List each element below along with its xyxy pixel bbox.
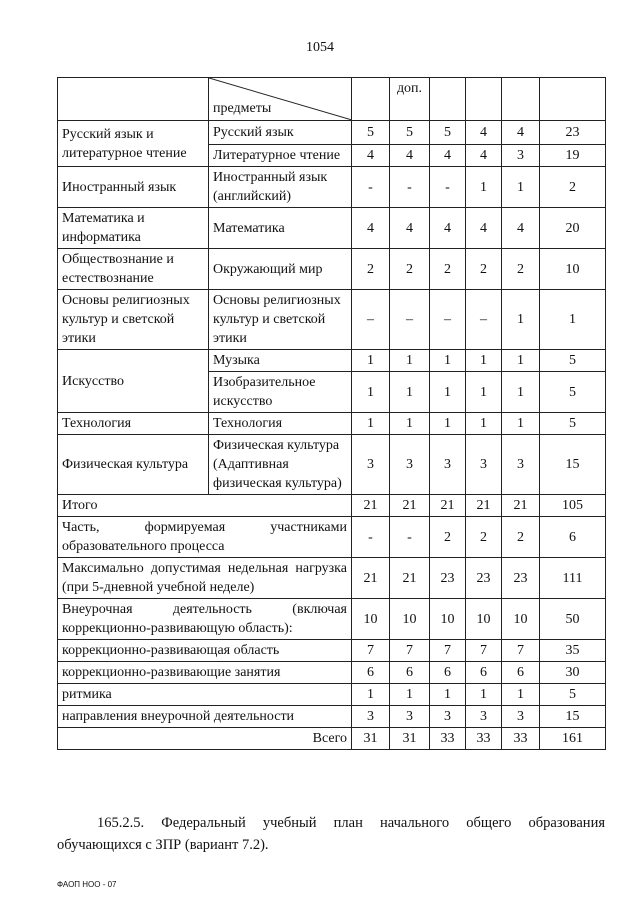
total-cell: 1	[540, 290, 606, 350]
totals-label: направления внеурочной деятельности	[58, 706, 352, 728]
value-cell: –	[390, 290, 430, 350]
total-cell: 15	[540, 706, 606, 728]
value-cell: 21	[390, 558, 430, 599]
value-cell: -	[352, 167, 390, 208]
value-cell: 2	[352, 249, 390, 290]
totals-row	[58, 517, 606, 558]
value-cell: 1	[390, 372, 430, 413]
value-cell: 1	[430, 684, 466, 706]
table-row	[58, 350, 606, 372]
value-cell: 1	[502, 290, 540, 350]
value-cell: 3	[466, 706, 502, 728]
table-row	[58, 167, 606, 208]
value-cell: 4	[466, 145, 502, 167]
value-cell: 6	[430, 662, 466, 684]
value-cell: 23	[430, 558, 466, 599]
table-row	[58, 208, 606, 249]
value-cell: -	[352, 517, 390, 558]
value-cell: 33	[502, 728, 540, 750]
value-cell: 1	[430, 372, 466, 413]
value-cell: -	[390, 167, 430, 208]
value-cell: 33	[430, 728, 466, 750]
table-row	[58, 121, 606, 145]
value-cell: 10	[466, 599, 502, 640]
totals-row	[58, 684, 606, 706]
value-cell: 3	[502, 706, 540, 728]
value-cell: 7	[502, 640, 540, 662]
value-cell: –	[466, 290, 502, 350]
value-cell: 7	[390, 640, 430, 662]
area-cell: Математика и информатика	[58, 208, 209, 249]
value-cell: 6	[466, 662, 502, 684]
value-cell: 2	[430, 249, 466, 290]
subject-cell: Физическая культура (Адаптивная физическая культура)	[209, 435, 352, 495]
value-cell: 6	[390, 662, 430, 684]
value-cell: 1	[430, 350, 466, 372]
value-cell: 21	[502, 495, 540, 517]
header-empty-cell	[58, 78, 209, 121]
value-cell: 1	[430, 413, 466, 435]
area-cell: Физическая культура	[58, 435, 209, 495]
total-cell: 35	[540, 640, 606, 662]
value-cell: 3	[352, 435, 390, 495]
area-cell: Искусство	[58, 350, 209, 413]
subject-cell: Технология	[209, 413, 352, 435]
value-cell: 1	[352, 372, 390, 413]
total-cell: 15	[540, 435, 606, 495]
total-cell: 6	[540, 517, 606, 558]
header-col-4	[466, 78, 502, 121]
total-cell: 30	[540, 662, 606, 684]
total-cell: 5	[540, 413, 606, 435]
value-cell: 1	[502, 684, 540, 706]
value-cell: 21	[430, 495, 466, 517]
totals-label: ритмика	[58, 684, 352, 706]
total-cell: 20	[540, 208, 606, 249]
value-cell: 1	[466, 350, 502, 372]
totals-row	[58, 706, 606, 728]
totals-label: Часть, формируемая участниками образовательного процесса	[58, 517, 352, 558]
value-cell: 2	[502, 517, 540, 558]
value-cell: 10	[352, 599, 390, 640]
value-cell: 4	[352, 208, 390, 249]
value-cell: 2	[390, 249, 430, 290]
totals-row	[58, 558, 606, 599]
value-cell: 1	[352, 413, 390, 435]
value-cell: 4	[352, 145, 390, 167]
value-cell: -	[390, 517, 430, 558]
value-cell: 4	[430, 208, 466, 249]
value-cell: 1	[466, 413, 502, 435]
value-cell: 3	[430, 706, 466, 728]
subject-cell: Русский язык	[209, 121, 352, 145]
header-diagonal-cell	[209, 78, 352, 121]
table-header-row	[58, 78, 606, 121]
value-cell: 4	[466, 121, 502, 145]
section-paragraph: 165.2.5. Федеральный учебный план начального общего образования обучающихся с ЗПР (вариант 7.2).	[57, 815, 605, 853]
totals-label: Всего	[58, 728, 352, 750]
value-cell: 7	[352, 640, 390, 662]
value-cell: –	[430, 290, 466, 350]
value-cell: 3	[502, 435, 540, 495]
totals-label: коррекционно-развивающая область	[58, 640, 352, 662]
subject-cell: Литературное чтение	[209, 145, 352, 167]
total-cell: 50	[540, 599, 606, 640]
area-cell: Технология	[58, 413, 209, 435]
totals-label: Итого	[58, 495, 352, 517]
value-cell: 1	[390, 413, 430, 435]
value-cell: 4	[502, 121, 540, 145]
value-cell: 5	[390, 121, 430, 145]
value-cell: 3	[390, 435, 430, 495]
subject-cell: Иностранный язык (английский)	[209, 167, 352, 208]
subject-cell: Музыка	[209, 350, 352, 372]
total-cell: 111	[540, 558, 606, 599]
value-cell: 3	[352, 706, 390, 728]
subject-cell: Окружающий мир	[209, 249, 352, 290]
value-cell: 7	[466, 640, 502, 662]
value-cell: 1	[466, 372, 502, 413]
total-cell: 5	[540, 372, 606, 413]
value-cell: 5	[430, 121, 466, 145]
value-cell: 33	[466, 728, 502, 750]
area-cell: Иностранный язык	[58, 167, 209, 208]
page-number: 1054	[306, 40, 334, 55]
header-col-1	[352, 78, 390, 121]
value-cell: 6	[502, 662, 540, 684]
value-cell: 1	[466, 684, 502, 706]
value-cell: -	[430, 167, 466, 208]
header-col-total	[540, 78, 606, 121]
value-cell: 2	[466, 249, 502, 290]
value-cell: 31	[352, 728, 390, 750]
value-cell: 1	[502, 167, 540, 208]
value-cell: –	[352, 290, 390, 350]
header-col-3	[430, 78, 466, 121]
value-cell: 1	[502, 372, 540, 413]
total-cell: 105	[540, 495, 606, 517]
value-cell: 21	[352, 495, 390, 517]
value-cell: 31	[390, 728, 430, 750]
value-cell: 1	[390, 684, 430, 706]
value-cell: 10	[390, 599, 430, 640]
value-cell: 1	[352, 684, 390, 706]
value-cell: 6	[352, 662, 390, 684]
value-cell: 21	[390, 495, 430, 517]
value-cell: 21	[352, 558, 390, 599]
value-cell: 10	[430, 599, 466, 640]
value-cell: 3	[430, 435, 466, 495]
value-cell: 23	[466, 558, 502, 599]
value-cell: 4	[430, 145, 466, 167]
value-cell: 4	[502, 208, 540, 249]
value-cell: 1	[466, 167, 502, 208]
totals-row	[58, 599, 606, 640]
totals-label: Максимально допустимая недельная нагрузка (при 5-дневной учебной неделе)	[58, 558, 352, 599]
value-cell: 2	[430, 517, 466, 558]
area-cell: Русский язык и литературное чтение	[58, 121, 209, 167]
subject-cell: Изобразительное искусство	[209, 372, 352, 413]
subject-cell: Математика	[209, 208, 352, 249]
value-cell: 23	[502, 558, 540, 599]
area-cell: Обществознание и естествознание	[58, 249, 209, 290]
totals-label: коррекционно-развивающие занятия	[58, 662, 352, 684]
value-cell: 1	[502, 350, 540, 372]
total-cell: 161	[540, 728, 606, 750]
subject-cell: Основы религиозных культур и светской этики	[209, 290, 352, 350]
value-cell: 10	[502, 599, 540, 640]
value-cell: 3	[390, 706, 430, 728]
totals-label: Внеурочная деятельность (включая коррекционно-развивающую область):	[58, 599, 352, 640]
subjects-label: предметы	[213, 101, 272, 116]
total-cell: 2	[540, 167, 606, 208]
total-cell: 19	[540, 145, 606, 167]
total-cell: 5	[540, 350, 606, 372]
totals-row	[58, 640, 606, 662]
total-cell: 5	[540, 684, 606, 706]
value-cell: 3	[466, 435, 502, 495]
header-col-dop: доп.	[390, 78, 430, 121]
value-cell: 7	[430, 640, 466, 662]
value-cell: 5	[352, 121, 390, 145]
value-cell: 2	[466, 517, 502, 558]
footer-label: ФАОП НОО - 07	[57, 880, 117, 889]
totals-row	[58, 495, 606, 517]
value-cell: 21	[466, 495, 502, 517]
table-row	[58, 249, 606, 290]
header-col-5	[502, 78, 540, 121]
area-cell: Основы религиозных культур и светской этики	[58, 290, 209, 350]
value-cell: 1	[352, 350, 390, 372]
table-row	[58, 290, 606, 350]
totals-row	[58, 662, 606, 684]
value-cell: 1	[390, 350, 430, 372]
grand-total-row	[58, 728, 606, 750]
value-cell: 2	[502, 249, 540, 290]
total-cell: 10	[540, 249, 606, 290]
value-cell: 1	[502, 413, 540, 435]
value-cell: 4	[466, 208, 502, 249]
table-row	[58, 413, 606, 435]
total-cell: 23	[540, 121, 606, 145]
value-cell: 4	[390, 208, 430, 249]
value-cell: 4	[390, 145, 430, 167]
table-row	[58, 435, 606, 495]
value-cell: 3	[502, 145, 540, 167]
curriculum-table	[57, 77, 606, 750]
